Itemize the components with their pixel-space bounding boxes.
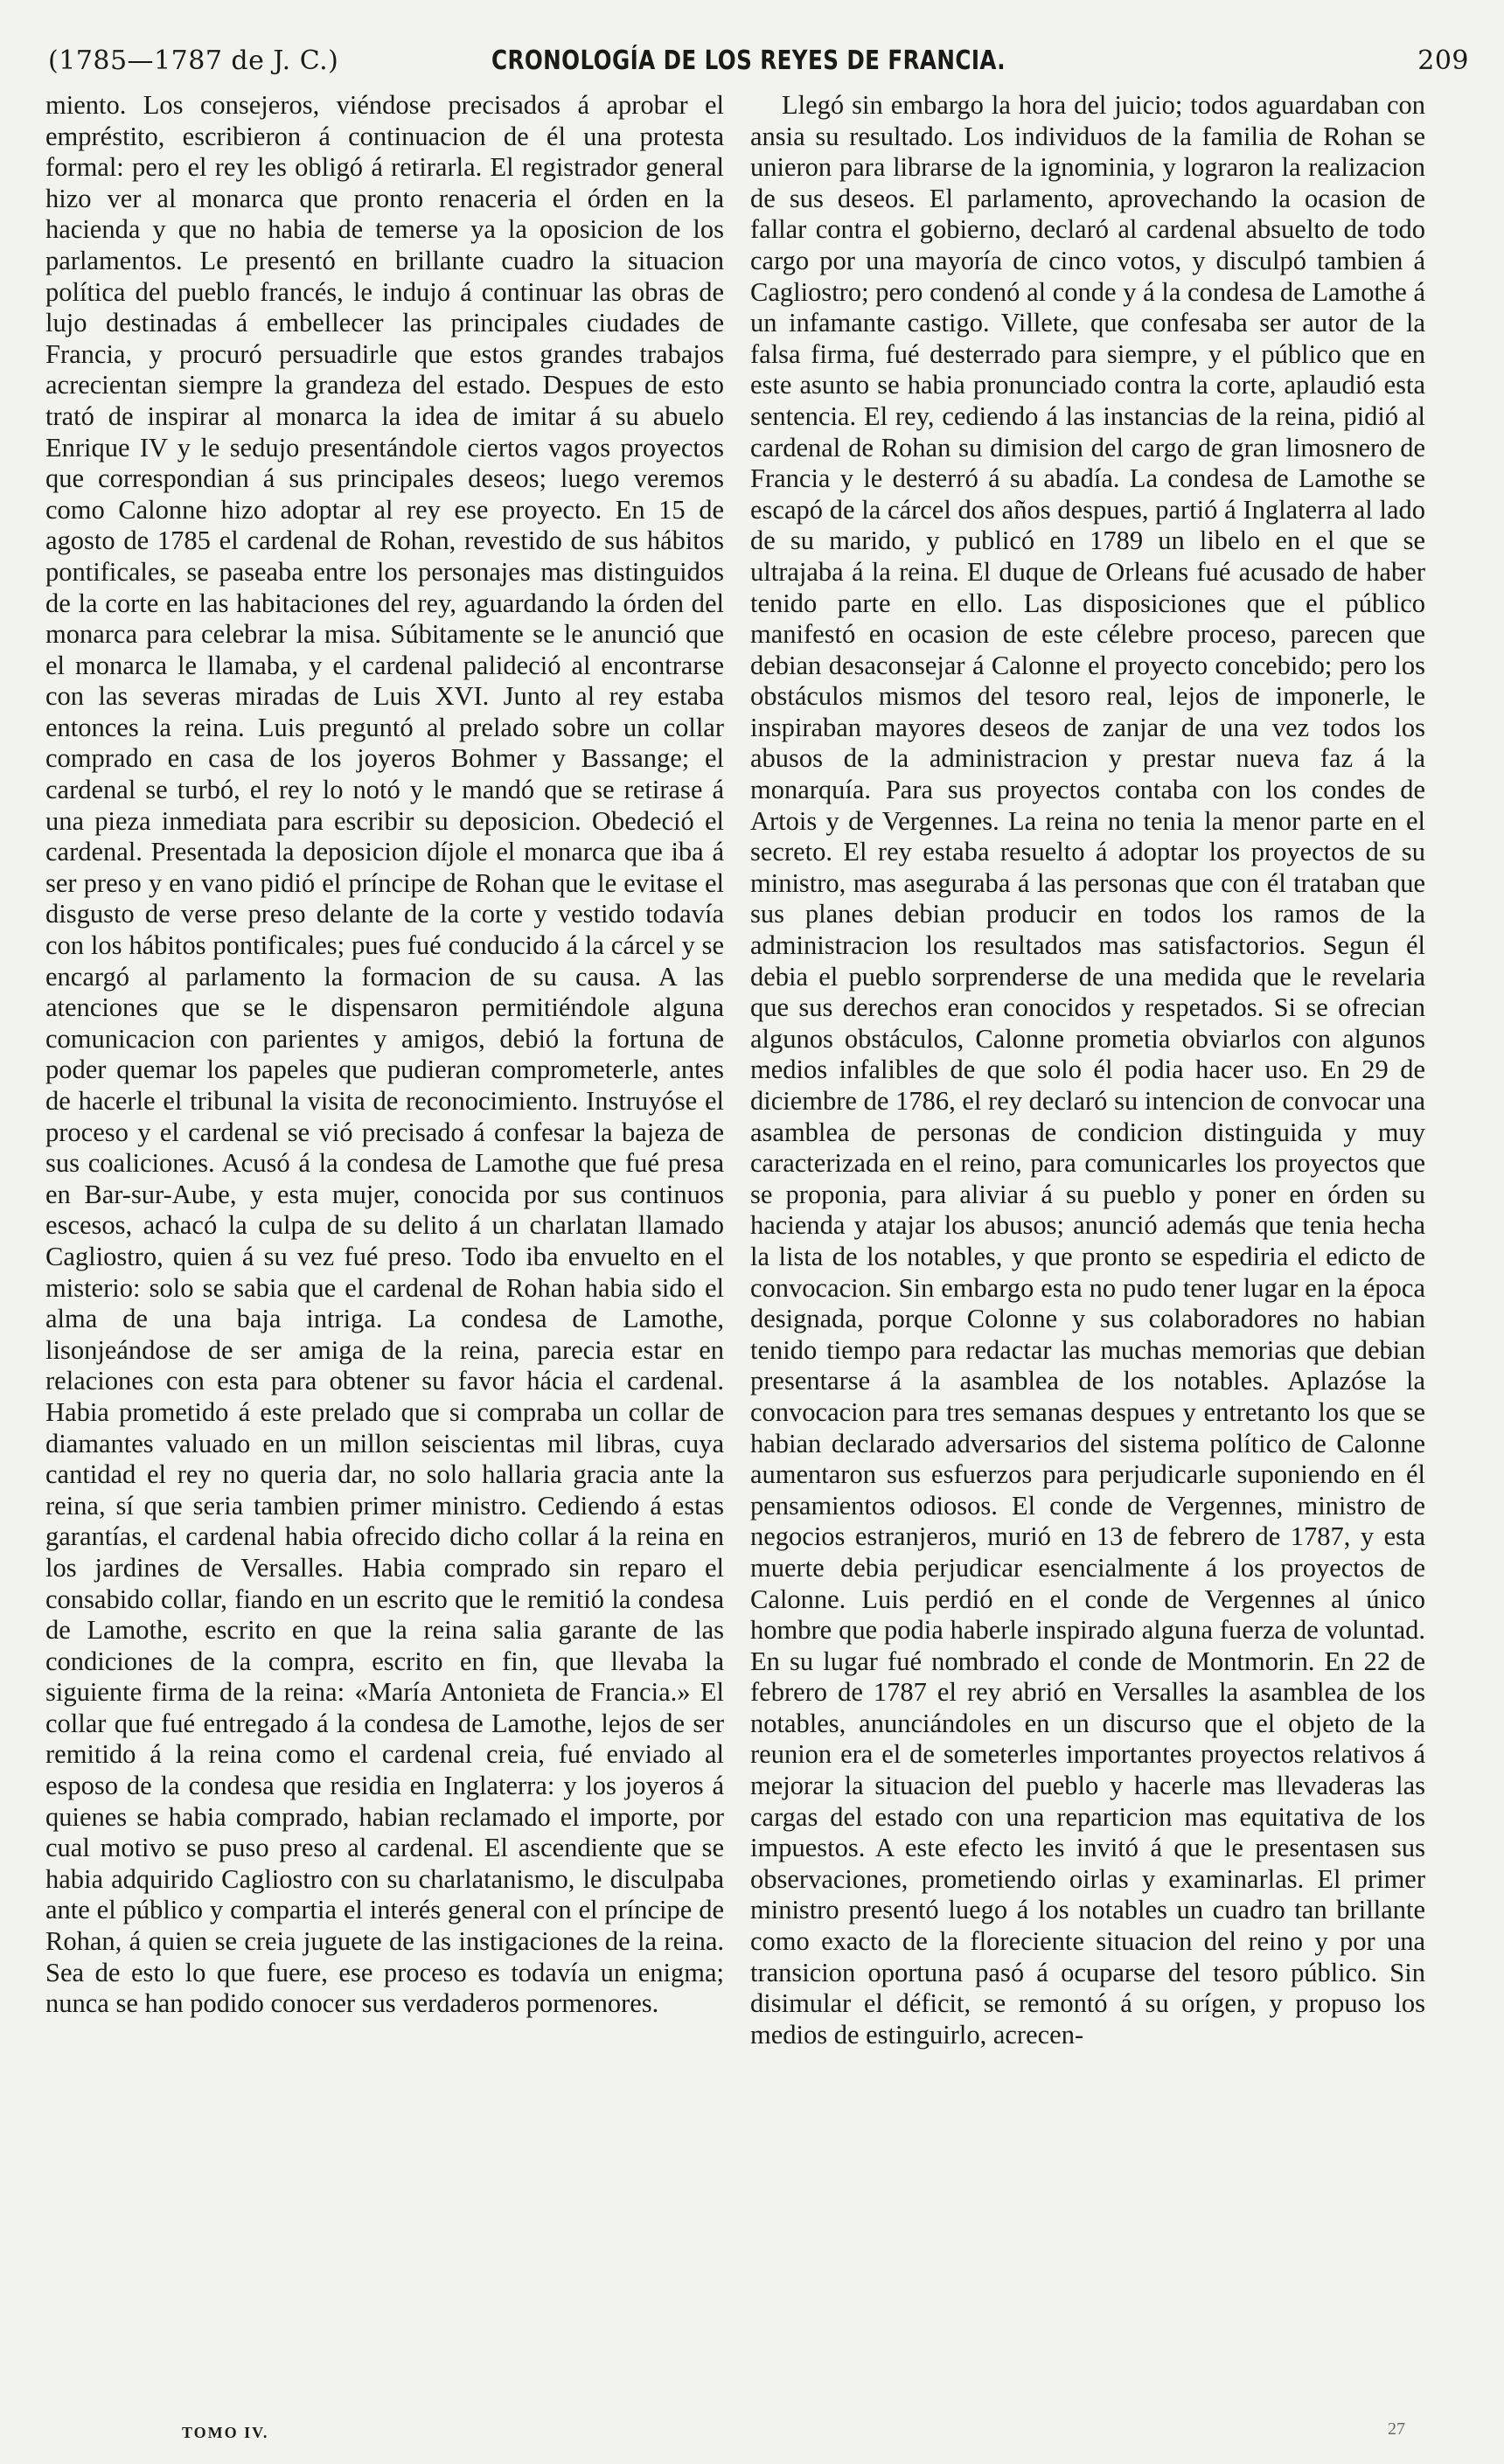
signature-number: 27 xyxy=(1388,2419,1405,2439)
header-dates: (1785—1787 de J. C.) xyxy=(48,45,339,76)
header-title: CRONOLOGÍA DE LOS REYES DE FRANCIA. xyxy=(491,45,1006,76)
left-column-text: miento. Los consejeros, viéndose precisados á aprobar el empréstito, escribieron á continuacion de él una protesta formal: pero el rey les obligó á retirarla. El registrador general hizo ver al monarca que pronto renaceria el órden en la hacienda y que no habia de temerse ya la oposicion de los parlamentos. Le presentó en brillante cuadro la situacion política del pueblo francés, le indujo á continuar las obras de lujo destinadas á embellecer las principales ciudades de Francia, y procuró persuadirle que estos grandes trabajos acrecientan siempre la grandeza del estado. Despues de esto trató de inspirar al monarca la idea de imitar á su abuelo Enrique IV y le sedujo presentándole ciertos vagos proyectos que correspondian á sus principales deseos; luego veremos como Calonne hizo adoptar al rey ese proyecto. En 15 de agosto de 1785 el cardenal de Rohan, revestido de sus hábitos pontificales, se paseaba entre los personajes mas distinguidos de la corte en las habitaciones del rey, aguardando la órden del monarca para celebrar la misa. Súbitamente se le anunció que el monarca le llamaba, y el cardenal palideció al encontrarse con las severas miradas de Luis XVI. Junto al rey estaba entonces la reina. Luis preguntó al prelado sobre un collar comprado en casa de los joyeros Bohmer y Bassange; el cardenal se turbó, el rey lo notó y le mandó que se retirase á una pieza inmediata para escribir su deposicion. Obedeció el cardenal. Presentada la deposicion díjole el monarca que iba á ser preso y en vano pidió el príncipe de Rohan que le evitase el disgusto de verse preso delante de la corte y vestido todavía con los hábitos pontificales; pues fué conducido á la cárcel y se encargó al parlamento la formacion de su causa. A las atenciones que se le dispensaron permitiéndole alguna comunicacion con parientes y amigos, debió la fortuna de poder quemar los papeles que pudieran comprometerle, antes de hacerle el tribunal la visita de reconocimiento. Instruyóse el proceso y el cardenal se vió precisado á confesar la bajeza de sus coaliciones. Acusó á la condesa de Lamothe que fué presa en Bar-sur-Aube, y esta mujer, conocida por sus continuos escesos, achacó la culpa de su delito á un charlatan llamado Cagliostro, quien á su vez fué preso. Todo iba envuelto en el misterio: solo se sabia que el cardenal de Rohan habia sido el alma de una baja intriga. La condesa de Lamothe, lisonjeándose de ser amiga de la reina, parecia estar en relaciones con esta para obtener su favor hácia el cardenal. Habia prometido á este prelado que si compraba un collar de diamantes valuado en un millon seiscientas mil libras, cuya cantidad el rey no queria dar, no solo hallaria gracia ante la reina, sí que seria tambien primer ministro. Cediendo á estas garantías, el cardenal habia ofrecido dicho collar á la reina en los jardines de Versalles. Habia comprado sin reparo el consabido collar, fiando en un escrito que le remitió la condesa de Lamothe, escrito en que la reina salia garante de las condiciones de la compra, escrito en fin, que llevaba la siguiente firma de la reina: «María Antonieta de Francia.» El collar que fué entregado á la condesa de Lamothe, lejos de ser remitido á la reina como el cardenal creia, fué enviado al esposo de la condesa que residia en Inglaterra: y los joyeros á quienes se habia comprado, habian reclamado el importe, por cual motivo se puso preso al cardenal. El ascendiente que se habia adquirido Cagliostro con su charlatanismo, le disculpaba ante el público y compartia el interés general con el príncipe de Rohan, á quien se creia juguete de las instigaciones de la reina. Sea de esto lo que fuere, ese proceso es todavía un enigma; nunca se han podido conocer sus verdaderos pormenores. xyxy=(45,90,724,2019)
volume-signature: TOMO IV. xyxy=(182,2424,269,2441)
page-number: 209 xyxy=(1417,45,1469,76)
right-column-text: Llegó sin embargo la hora del juicio; todos aguardaban con ansia su resultado. Los individuos de la familia de Rohan se unieron para librarse de la ignominia, y lograron la realizacion de sus deseos. El parlamento, aprovechando la ocasion de fallar contra el gobierno, declaró al cardenal absuelto de todo cargo por una mayoría de cinco votos, y disculpó tambien á Cagliostro; pero condenó al conde y á la condesa de Lamothe á un infamante castigo. Villete, que confesaba ser autor de la falsa firma, fué desterrado para siempre, y el público que en este asunto se habia pronunciado contra la corte, aplaudió esta sentencia. El rey, cediendo á las instancias de la reina, pidió al cardenal de Rohan su dimision del cargo de gran limosnero de Francia y le desterró á su abadía. La condesa de Lamothe se escapó de la cárcel dos años despues, partió á Inglaterra al lado de su marido, y publicó en 1789 un libelo en el que se ultrajaba á la reina. El duque de Orleans fué acusado de haber tenido parte en ello. Las disposiciones que el público manifestó en ocasion de este célebre proceso, parecen que debian desaconsejar á Calonne el proyecto concebido; pero los obstáculos mismos del tesoro real, lejos de imponerle, le inspiraban mayores deseos de zanjar de una vez todos los abusos de la administracion y prestar nueva faz á la monarquía. Para sus proyectos contaba con los condes de Artois y de Vergennes. La reina no tenia la menor parte en el secreto. El rey estaba resuelto á adoptar los proyectos de su ministro, mas aseguraba á las personas que con él trataban que sus planes debian producir en todos los ramos de la administracion los resultados mas satisfactorios. Segun él debia el pueblo sorprenderse de una medida que le revelaria que sus derechos eran conocidos y respetados. Si se ofrecian algunos obstáculos, Calonne prometia obviarlos con algunos medios infalibles de que solo él podia hacer uso. En 29 de diciembre de 1786, el rey declaró su intencion de convocar una asamblea de personas de condicion distinguida y muy caracterizada en el reino, para comunicarles los proyectos que se proponia, para aliviar á su pueblo y poner en órden su hacienda y atajar los abusos; anunció además que tenia hecha la lista de los notables, y que pronto se espediria el edicto de convocacion. Sin embargo esta no pudo tener lugar en la época designada, porque Colonne y sus colaboradores no habian tenido tiempo para redactar las muchas memorias que debian presentarse á la asamblea de los notables. Aplazóse la convocacion para tres semanas despues y entretanto los que se habian declarado adversarios del sistema político de Calonne aumentaron sus esfuerzos para perjudicarle suponiendo en él pensamientos odiosos. El conde de Vergennes, ministro de negocios estranjeros, murió en 13 de febrero de 1787, y esta muerte debia perjudicar esencialmente á los proyectos de Calonne. Luis perdió en el conde de Vergennes al único hombre que podia haberle inspirado alguna fuerza de voluntad. En su lugar fué nombrado el conde de Montmorin. En 22 de febrero de 1787 el rey abrió en Versalles la asamblea de los notables, anunciándoles en un discurso que el objeto de la reunion era el de someterles importantes proyectos relativos á mejorar la situacion del pueblo y hacerle mas llevaderas las cargas del estado con una reparticion mas equitativa de los impuestos. A este efecto les invitó á que le presentasen sus observaciones, prometiendo oirlas y examinarlas. El primer ministro presentó luego á los notables un cuadro tan brillante como exacto de la floreciente situacion del reino y por una transicion oportuna pasó á ocuparse del tesoro público. Sin disimular el déficit, se remontó á su orígen, y propuso los medios de estinguirlo, acrecen- xyxy=(750,90,1425,2050)
running-header xyxy=(48,45,1469,89)
left-column xyxy=(45,90,724,2020)
right-column xyxy=(750,90,1425,2050)
